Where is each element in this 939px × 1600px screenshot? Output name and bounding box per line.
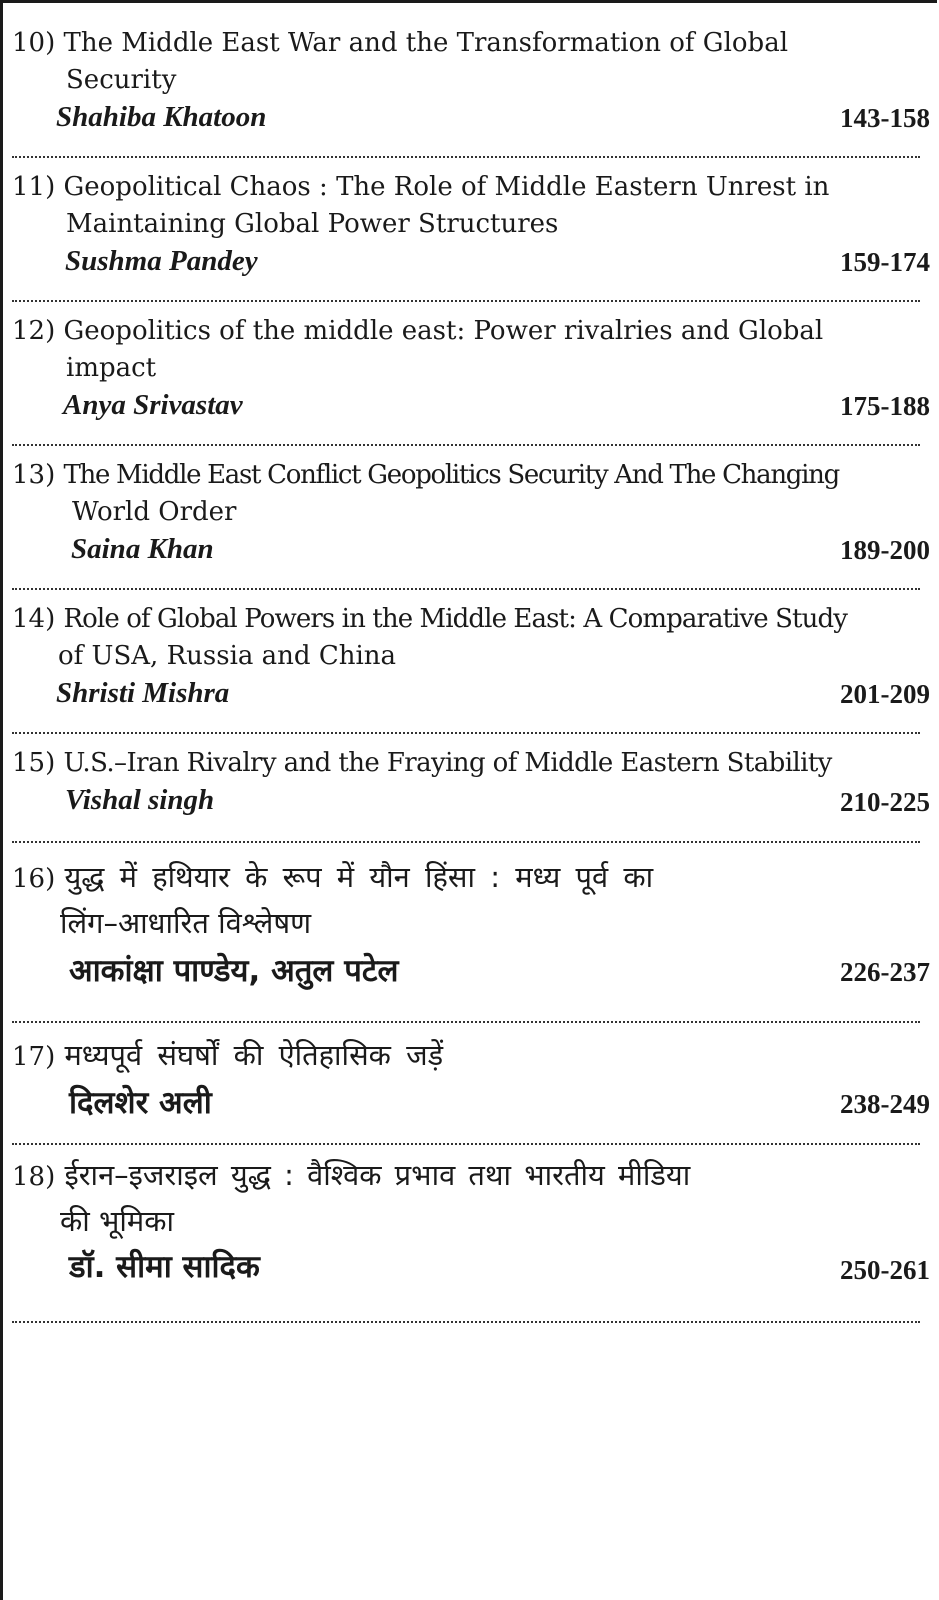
entry-author: Anya Srivastav — [63, 389, 243, 421]
entry-author: Sushma Pandey — [65, 245, 258, 277]
dotted-separator — [12, 156, 920, 158]
dotted-separator — [12, 444, 920, 446]
entry-page-range: 250-261 — [840, 1255, 930, 1285]
dotted-separator — [12, 732, 920, 734]
entry-title-line1: ईरान–इजराइल युद्ध : वैश्विक प्रभाव तथा भारतीय मीडिया — [64, 1158, 691, 1192]
entry-number: 18) — [12, 1162, 56, 1192]
entry-author: Shahiba Khatoon — [56, 101, 267, 133]
entry-number: 10) — [12, 28, 56, 58]
entry-title — [12, 855, 653, 945]
dotted-separator — [12, 588, 920, 590]
entry-title-line2: लिंग–आधारित विश्लेषण — [60, 906, 312, 940]
entry-title-line1: The Middle East Conflict Geopolitics Security And The Changing — [63, 460, 839, 490]
entry-page-range: 143-158 — [840, 103, 930, 133]
entry-page-range: 189-200 — [840, 535, 930, 565]
dotted-separator — [12, 300, 920, 302]
entry-number: 17) — [12, 1042, 56, 1072]
entry-number: 11) — [12, 172, 56, 202]
entry-title-line2: impact — [66, 353, 157, 383]
dotted-separator — [12, 1143, 920, 1145]
entry-title — [12, 313, 823, 387]
entry-title-line1: Geopolitical Chaos : The Role of Middle Eastern Unrest in — [63, 172, 830, 202]
entry-number: 16) — [12, 864, 56, 894]
entry-number: 15) — [12, 748, 56, 778]
dotted-separator — [12, 841, 920, 843]
entry-author: Saina Khan — [71, 533, 214, 565]
entry-page-range: 201-209 — [840, 679, 930, 709]
entry-title — [12, 457, 839, 531]
entry-title — [12, 745, 832, 782]
entry-title-line1: U.S.–Iran Rivalry and the Fraying of Middle Eastern Stability — [63, 748, 832, 778]
entry-title — [12, 169, 829, 243]
entry-page-range: 226-237 — [840, 957, 930, 987]
entry-title-line1: युद्ध में हथियार के रूप में यौन हिंसा : मध्य पूर्व का — [64, 860, 654, 894]
entry-title-line1: Role of Global Powers in the Middle East: A Comparative Study — [63, 604, 847, 634]
entry-page-range: 210-225 — [840, 787, 930, 817]
entry-author: दिलशेर अली — [69, 1085, 212, 1121]
entry-title-line2: Security — [66, 65, 177, 95]
entry-page-range: 175-188 — [840, 391, 930, 421]
entry-title — [12, 601, 847, 675]
dotted-separator — [12, 1021, 920, 1023]
entry-page-range: 159-174 — [840, 247, 930, 277]
dotted-separator — [12, 1321, 920, 1323]
entry-title-line1: मध्यपूर्व संघर्षों की ऐतिहासिक जड़ें — [64, 1038, 444, 1072]
entry-title-line2: World Order — [72, 497, 237, 527]
entry-author: आकांक्षा पाण्डेय, अतुल पटेल — [69, 953, 399, 989]
entry-number: 12) — [12, 316, 56, 346]
entry-title-line2: Maintaining Global Power Structures — [66, 209, 559, 239]
entry-author: Shristi Mishra — [56, 677, 230, 709]
entry-number: 14) — [12, 604, 56, 634]
entry-author: डॉ. सीमा सादिक — [69, 1249, 260, 1285]
entry-author: Vishal singh — [65, 784, 215, 816]
entry-title — [12, 1153, 690, 1243]
entry-title — [12, 25, 788, 99]
entry-title-line1: Geopolitics of the middle east: Power rivalries and Global — [63, 316, 824, 346]
entry-title-line2: की भूमिका — [60, 1204, 175, 1238]
entry-title-line1: The Middle East War and the Transformation of Global — [63, 28, 789, 58]
entry-page-range: 238-249 — [840, 1089, 930, 1119]
entry-number: 13) — [12, 460, 56, 490]
entry-title-line2: of USA, Russia and China — [58, 641, 397, 671]
entry-title — [12, 1033, 443, 1079]
